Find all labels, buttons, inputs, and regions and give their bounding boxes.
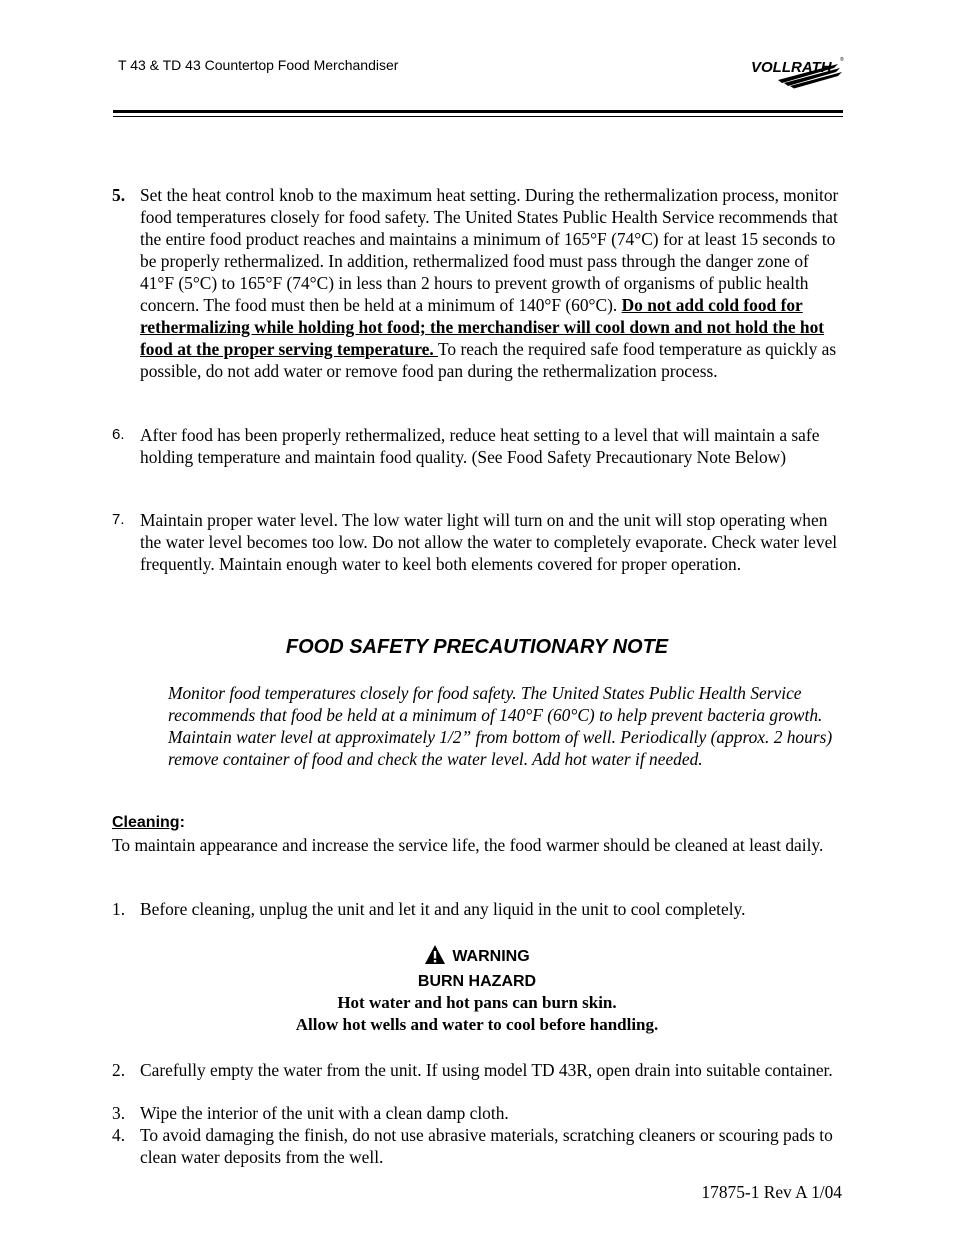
step-text: Set the heat control knob to the maximum heat setting. During the rethermalization process, monitor food temperatures closely for food safety. The United States Public Health Service recommends that the entire food product reaches and maintains a minimum of 165°F (74°C) for at least 15 seconds to be properly rethermalized. In addition, rethermalized food must pass through the danger zone of 41°F (5°C) to 165°F (74°C) in less than 2 hours to prevent growth of organisms of public health concern. The food must then be held at a minimum of 140°F (60°C). Do not add cold food for rethermalizing while holding hot food; the merchandiser will cool down and not hold the hot food at the proper serving temperature. To reach the required safe food temperature as quickly as possible, do not add water or remove food pan during the rethermalization process.: [140, 185, 839, 381]
step-number: 6.: [112, 426, 125, 443]
logo-wordmark: VOLLRATH: [751, 59, 832, 76]
cleaning-step-3: [112, 1102, 844, 1124]
warning-triangle-icon: [424, 944, 446, 966]
step-5: [112, 184, 844, 382]
step-text: Before cleaning, unplug the unit and let it and any liquid in the unit to cool completely.: [140, 899, 746, 919]
step-7: [112, 509, 844, 575]
warning-label-row: [424, 944, 529, 966]
step-number: 2.: [112, 1060, 126, 1080]
vollrath-logo: [748, 50, 846, 92]
step-number: 1.: [112, 899, 126, 919]
document-header-title: T 43 & TD 43 Countertop Food Merchandiser: [118, 57, 399, 73]
bold-warning-text: Do not add cold food for rethermalizing while holding hot food; the merchandiser will cool down and not hold the hot food at the proper serving temperature.: [140, 295, 825, 359]
food-safety-note-title: FOOD SAFETY PRECAUTIONARY NOTE: [285, 636, 669, 658]
cleaning-step-1: [112, 898, 844, 920]
warning-text-1: Hot water and hot pans can burn skin.: [337, 993, 617, 1012]
step-text: Maintain proper water level. The low water light will turn on and the unit will stop operating when the water level becomes too low. Do not allow the water to completely evaporate. Check water level frequently. Maintain enough water to keel both elements covered for proper operation.: [140, 510, 838, 574]
step-text: Wipe the interior of the unit with a clean damp cloth.: [140, 1103, 509, 1123]
document-revision: 17875-1 Rev A 1/04: [701, 1182, 842, 1202]
step-number: 3.: [112, 1103, 126, 1123]
step-number: 4.: [112, 1125, 126, 1145]
step-text: Carefully empty the water from the unit. If using model TD 43R, open drain into suitable container.: [140, 1060, 833, 1080]
cleaning-heading: Cleaning:: [112, 814, 185, 831]
warning-label: WARNING: [452, 948, 530, 965]
food-safety-note-body: Monitor food temperatures closely for food safety. The United States Public Health Service recommends that food be held at a minimum of 140°F (60°C) to help prevent bacteria growth. Maintain water level at approximately 1/2” from bottom of well. Periodically (approx. 2 hours) remove container of food and check the water level. Add hot water if needed.: [168, 683, 833, 769]
step-text: After food has been properly rethermalized, reduce heat setting to a level that will maintain a safe holding temperature and maintain food quality. (See Food Safety Precautionary Note Below): [140, 425, 820, 467]
cleaning-step-2: [112, 1059, 844, 1081]
step-6: [112, 424, 844, 468]
warning-block: [0, 944, 954, 1035]
burn-hazard-label: BURN HAZARD: [417, 973, 537, 990]
cleaning-intro: To maintain appearance and increase the service life, the food warmer should be cleaned at least daily.: [112, 835, 824, 855]
header-rule-thick: [113, 110, 843, 113]
step-text: To avoid damaging the finish, do not use abrasive materials, scratching cleaners or scouring pads to clean water deposits from the well.: [140, 1125, 833, 1167]
cleaning-step-4: [112, 1124, 844, 1168]
step-number: 5.: [112, 185, 126, 205]
header-rule-thin: [113, 116, 843, 117]
warning-text-2: Allow hot wells and water to cool before handling.: [295, 1015, 659, 1034]
step-number: 7.: [112, 511, 125, 528]
svg-text:®: ®: [840, 57, 844, 63]
